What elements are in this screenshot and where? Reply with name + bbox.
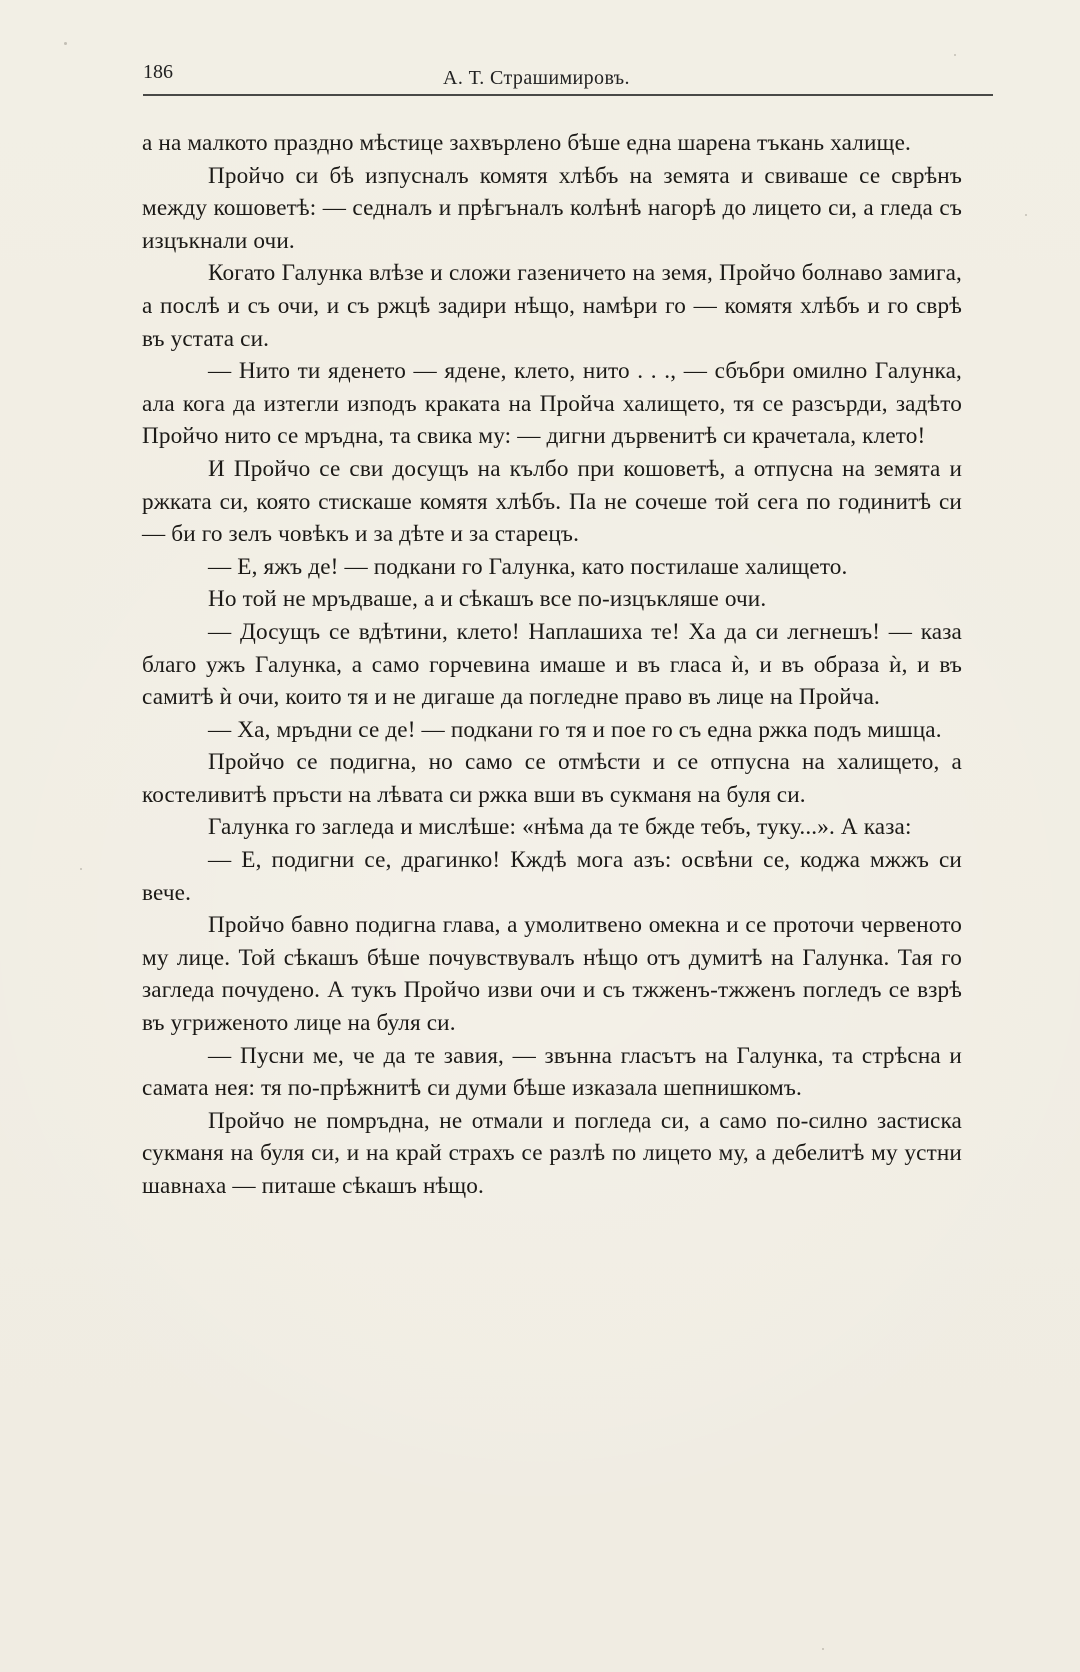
running-title: А. Т. Страшимировъ. <box>443 67 630 89</box>
header-rule <box>143 94 993 96</box>
body-text <box>142 127 962 1203</box>
paragraph: Пройчо не помръдна, не отмали и погледа си, а само по-силно застиска сукманя на буля си, и на край страхъ се разлѣ по лицето му, а дебелитѣ му устни шавнаха — питаше сѣкашъ нѣщо. <box>142 1107 962 1199</box>
paragraph: — Е, подигни се, драгинко! Кждѣ мога азъ: освѣни се, коджа мжжъ си вече. <box>142 847 962 906</box>
paragraph: — Е, яжъ де! — подкани го Галунка, като постилаше халището. <box>208 553 848 580</box>
paragraph: — Пусни ме, че да те завия, — звънна гласътъ на Галунка, та стрѣсна и самата нея: тя по-прѣжнитѣ си думи бѣше изказала шепнишкомъ. <box>142 1042 962 1102</box>
paragraph: Пройчо си бѣ изпусналъ комятя хлѣбъ на земята и свиваше се сврѣнъ между кошоветѣ: — седналъ и прѣгъналъ колѣнѣ нагорѣ до лицето си, а гледа съ изцъкнали очи. <box>142 162 962 254</box>
paper-speck <box>1025 214 1027 216</box>
page-number: 186 <box>143 61 173 83</box>
paragraph: Галунка го загледа и мислѣше: «нѣма да те бжде тебъ, туку...». А каза: <box>208 814 912 841</box>
paragraph: — Ха, мръдни се де! — подкани го тя и пое го съ една ржка подъ мишца. <box>208 716 942 743</box>
paragraph: а на малкото праздно мѣстице захвърлено бѣше една шарена тъкань халище. <box>142 130 911 156</box>
paragraph: — Нито ти яденето — ядене, клето, нито . . ., — сбъбри омилно Галунка, ала кога да изтегли изподъ краката на Пройча халището, тя се разсърди, задѣто Пройчо нито се мръдна, та свика му: — дигни дървенитѣ си крачетала, клето! <box>142 358 962 450</box>
page-header <box>143 58 993 98</box>
paragraph: — Досущъ се вдѣтини, клето! Наплашиха те! Ха да си легнешъ! — каза благо ужъ Галунка, а само горчевина имаше и въ гласа ѝ, и въ образа ѝ, и въ самитѣ ѝ очи, които тя и не дигаше да погледне право въ лице на Пройча. <box>142 618 962 711</box>
paragraph: Пройчо се подигна, но само се отмѣсти и се отпусна на халището, а костеливитѣ пръсти на лѣвата си ржка вши въ сукманя на буля си. <box>142 749 962 808</box>
paragraph: Пройчо бавно подигна глава, а умолитвено омекна и се проточи червеното му лице. Той сѣкашъ бѣше почувствувалъ нѣщо отъ думитѣ на Галунка. Тая го загледа почудено. А тукъ Пройчо изви очи и съ тжженъ-тжженъ погледъ се взрѣ въ угриженото лице на буля си. <box>142 912 962 1037</box>
paragraph: И Пройчо се сви досущъ на кълбо при кошоветѣ, а отпусна на земята и ржката си, която стискаше комятя хлѣбъ. Па не сочеше той сега по годинитѣ си — би го зелъ човѣкъ и за дѣте и за старецъ. <box>142 455 962 548</box>
paper-speck <box>822 1648 824 1650</box>
paragraph: Но той не мръдваше, а и сѣкашъ все по-изцъкляше очи. <box>208 586 767 613</box>
paper-speck <box>80 868 82 870</box>
paper-speck <box>954 54 956 56</box>
paragraph: Когато Галунка влѣзе и сложи газеничето на земя, Пройчо болнаво замига, а послѣ и съ очи, и съ ржцѣ задири нѣщо, намѣри го — комятя хлѣбъ и го сврѣ въ устата си. <box>142 260 962 352</box>
paper-speck <box>64 42 67 45</box>
